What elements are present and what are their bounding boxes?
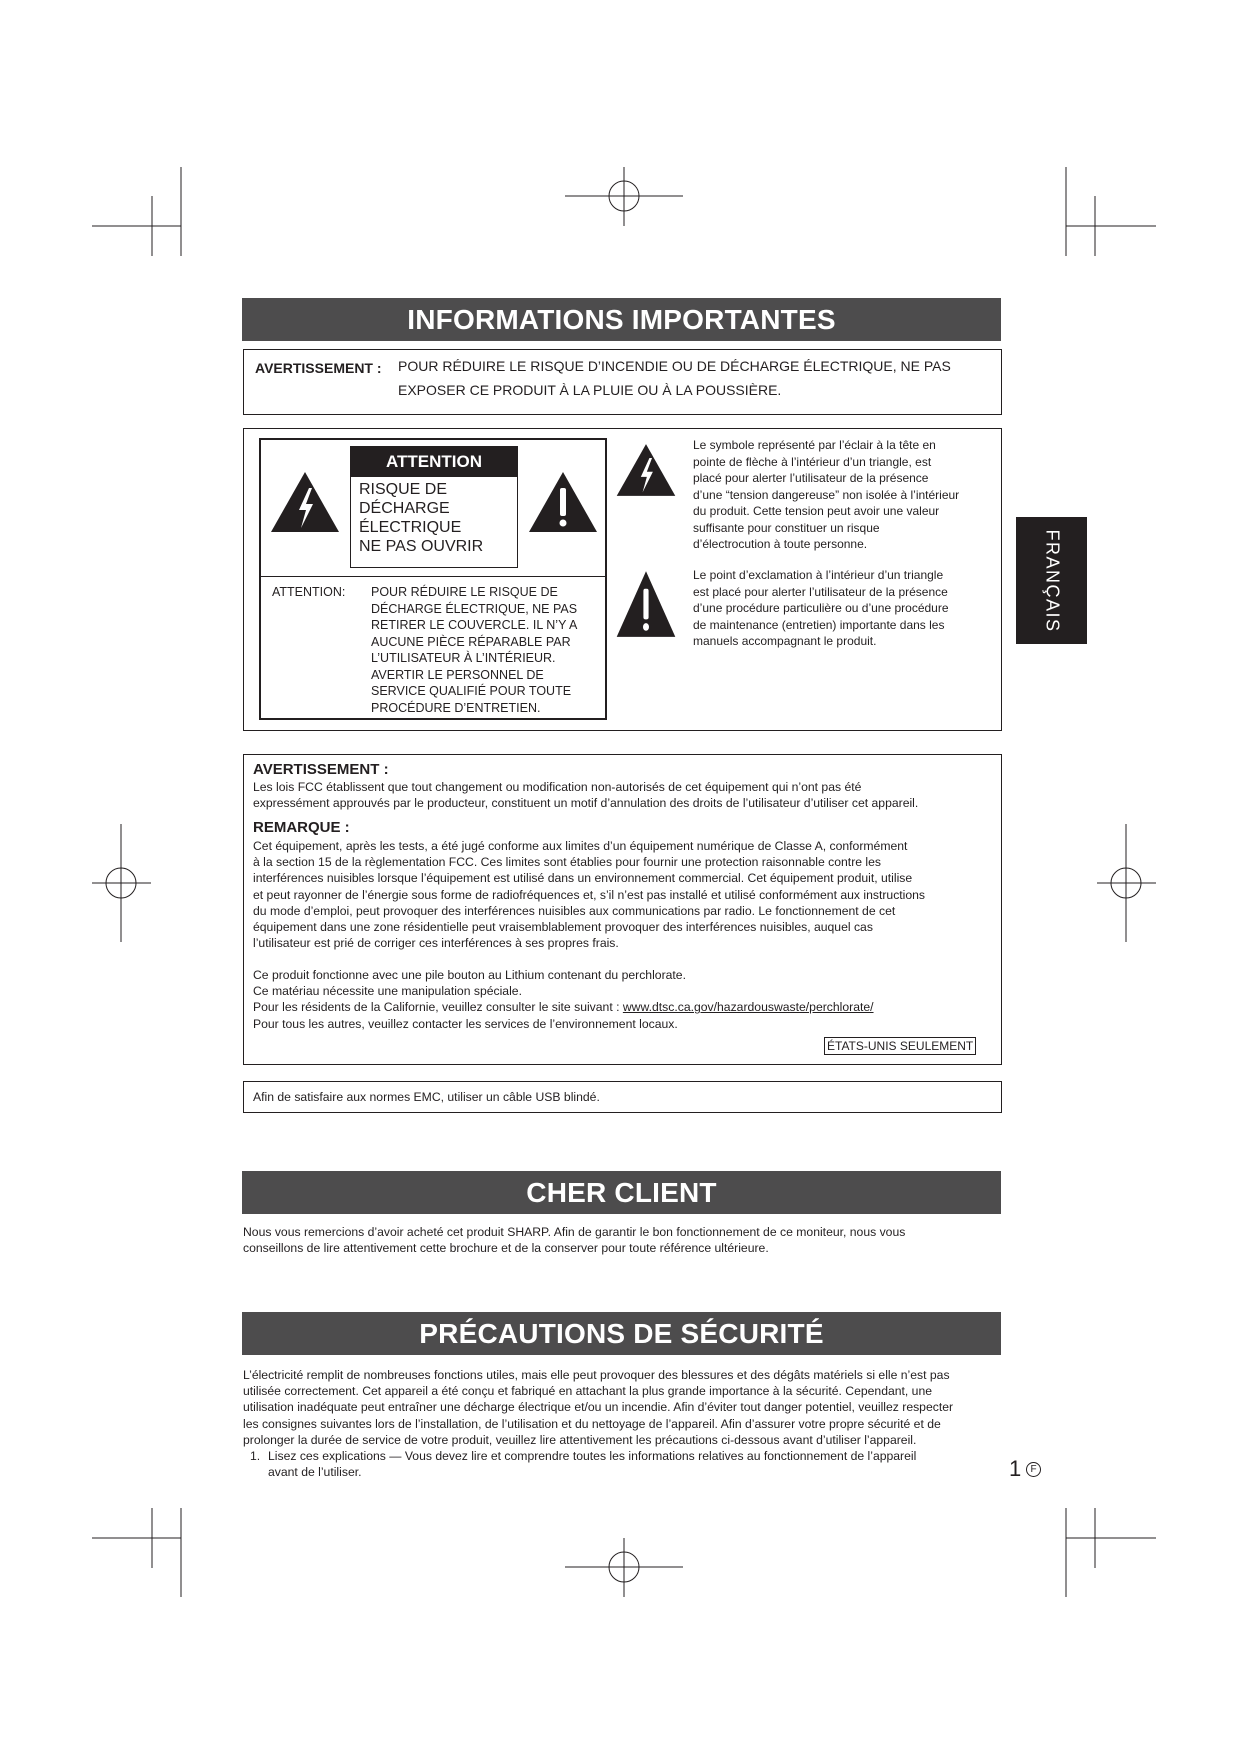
caution-label-panel [259,438,607,720]
language-label: FRANÇAIS [1042,528,1062,633]
dear-customer-text: Nous vous remercions d’avoir acheté cet produit SHARP. Afin de garantir le bon fonctionnement de ce moniteur, nous vous conseillons de lire attentivement cette brochure et de la conserver pour toute référence ultérieure. [243,1225,906,1256]
fcc-note-text: Cet équipement, après les tests, a été jugé conforme aux limites d’un équipement numérique de Classe A, conformément à la section 15 de la règlementation FCC. Ces limites sont établies pour fournir une protection raisonnable contre les interférences nuisibles lorsque l’équipement est utilisé dans un environnement commercial. Cet équipement produit, utilise et peut rayonner de l’énergie sous forme de radiofréquences et, s’il n’est pas installé et utilisé conformément aux instructions du mode d’emploi, peut provoquer des interférences nuisibles aux communications par radio. Le fonctionnement de cet équipement dans une zone résidentielle peut vraisemblablement provoquer des interférences nuisibles, auquel cas l’utilisateur est prié de corriger ces interférences à ses propres frais. [253,839,926,951]
language-side-tab [1016,517,1087,644]
warning-label: AVERTISSEMENT : [255,360,382,376]
fcc-notice-box [243,754,1002,1065]
fire-shock-warning-box [243,349,1002,415]
fcc-warning-text: Les lois FCC établissent que tout changement ou modification non-autorisés de cet équipement qui n’ont pas été expressément approuvés par le producteur, constituent un motif d’annulation des droits de l’utilisateur d’utiliser cet appareil. [253,780,919,811]
attention-label-box [350,446,518,568]
fcc-warning-heading: AVERTISSEMENT : [253,761,389,778]
safety-item-1: Lisez ces explications — Vous devez lire et comprendre toutes les informations relatives au fonctionnement de l’appareil avant de l’utiliser. [268,1449,917,1480]
attention-instructions: POUR RÉDUIRE LE RISQUE DE DÉCHARGE ÉLECTRIQUE, NE PAS RETIRER LE COUVERCLE. IL N’Y A AUCUNE PIÈCE RÉPARABLE PAR L’UTILISATEUR À L’INTÉRIEUR. AVERTIR LE PERSONNEL DE SERVICE QUALIFIÉ POUR TOUTE PROCÉDURE D’ENTRETIEN. [371,585,578,715]
language-mark-icon: F [1026,1462,1041,1477]
warning-text: POUR RÉDUIRE LE RISQUE D’INCENDIE OU DE DÉCHARGE ÉLECTRIQUE, NE PAS EXPOSER CE PRODUIT À LA PLUIE OU À LA POUSSIÈRE. [398,358,951,398]
section-title-dear-customer: CHER CLIENT [242,1171,1001,1214]
emc-notice-box [243,1081,1002,1113]
lightning-warning-icon [615,441,677,499]
section-title-safety-precautions: PRÉCAUTIONS DE SÉCURITÉ [242,1312,1001,1355]
lightning-symbol-description: Le symbole représenté par l’éclair à la tête en pointe de flèche à l’intérieur d’un triangle, est placé pour alerter l’utilisateur de la présence d’une “tension dangereuse” non isolée à l’intérieur du produit. Cette tension peut avoir une valeur suffisante pour constituer un risque d’électrocution à toute personne. [693,438,960,551]
us-only-badge: ÉTATS-UNIS SEULEMENT [824,1037,976,1055]
exclamation-warning-icon [527,470,599,534]
caution-divider [261,576,605,577]
exclamation-warning-icon [615,569,677,639]
emc-text: Afin de satisfaire aux normes EMC, utiliser un câble USB blindé. [253,1090,600,1104]
fcc-note-heading: REMARQUE : [253,819,350,836]
page-number: 1 [1009,1456,1022,1481]
safety-item-number: 1. [250,1449,261,1463]
lightning-warning-icon [269,470,341,534]
perchlorate-notice: Ce produit fonctionne avec une pile bouton au Lithium contenant du perchlorate. Ce matériau nécessite une manipulation spéciale. Pour les résidents de la Californie, veuillez consulter le site suivant : www.dtsc.ca.gov/hazardouswaste/perchlorate/ Pour tous les autres, veuillez contacter les services de l’environnement locaux. [253,968,874,1031]
section-title-important-info: INFORMATIONS IMPORTANTES [242,298,1001,341]
exclamation-symbol-description: Le point d’exclamation à l’intérieur d’un triangle est placé pour alerter l’utilisateur de la présence d’une procédure particulière ou d’une procédure de maintenance (entretien) importante dans les manuels accompagnant le produit. [693,568,949,648]
attention-shock-text: RISQUE DE DÉCHARGE ÉLECTRIQUE NE PAS OUVRIR [359,481,484,555]
attention-label: ATTENTION: [272,585,346,599]
safety-intro-text: L’électricité remplit de nombreuses fonctions utiles, mais elle peut provoquer des blessures et des dégâts matériels si elle n’est pas utilisée correctement. Cet appareil a été conçu et fabriqué en attachant la plus grande importance à la sécurité. Cependant, une utilisation inadéquate peut entraîner une décharge électrique et/ou un incendie. Afin d’éviter tout danger potentiel, veuillez respecter les consignes suivantes lors de l’installation, de l’utilisation et du nettoyage de l’appareil. Afin d’assurer votre propre sécurité et de prolonger la durée de service de votre produit, veuillez lire attentivement les précautions ci-dessous avant d’utiliser l’appareil. [243,1368,954,1447]
caution-symbols-box [243,428,1002,731]
attention-header: ATTENTION [351,447,517,477]
perchlorate-link[interactable]: www.dtsc.ca.gov/hazardouswaste/perchlorate/ [622,1000,874,1015]
